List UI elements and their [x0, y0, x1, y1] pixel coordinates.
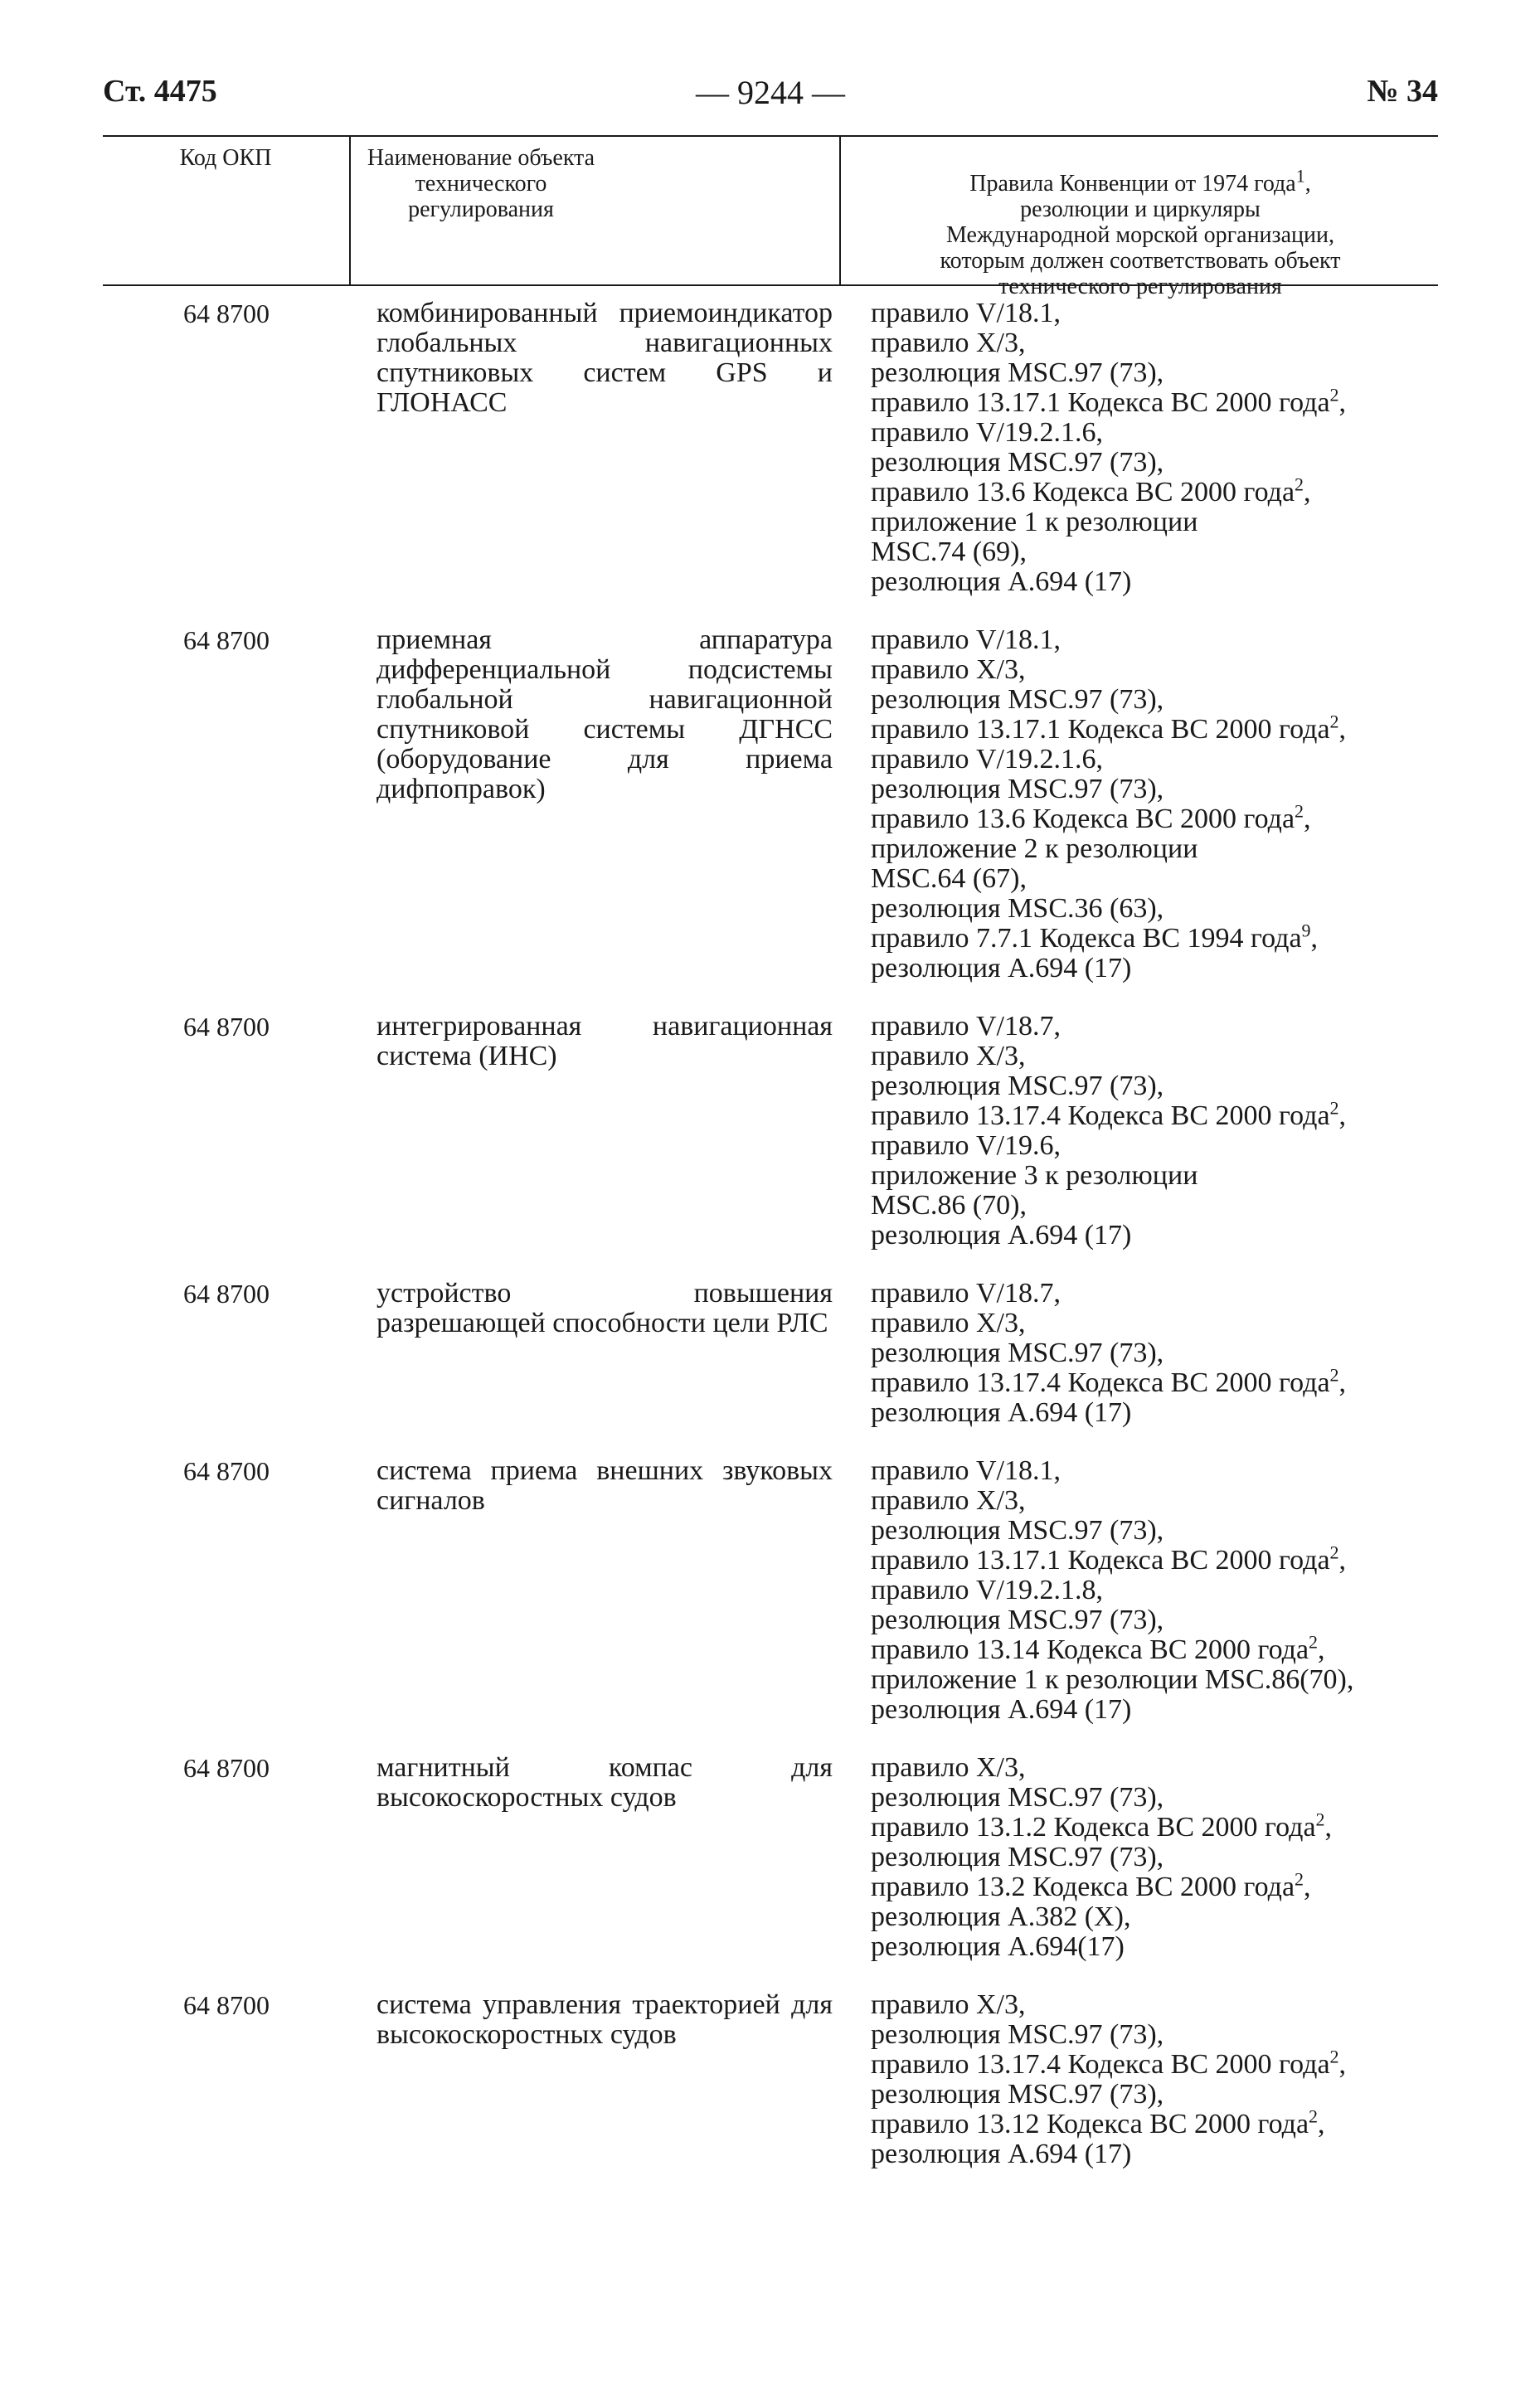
- rule-item: [871, 1932, 1438, 1962]
- footnote-mark: 2: [1309, 1631, 1319, 1653]
- rules-list: [871, 1753, 1438, 1962]
- column-header-code: Код ОКП: [179, 145, 272, 171]
- rule-text: правило V/19.2.1.8,: [871, 1575, 1104, 1605]
- object-name: магнитный компас для высокоскоростных судов: [376, 1752, 833, 1813]
- okp-code: 64 8700: [183, 625, 270, 655]
- rule-text: приложение 3 к резолюции: [871, 1160, 1198, 1191]
- rule-text: правило X/3,: [871, 654, 1026, 685]
- rule-text: резолюция A.694 (17): [871, 566, 1132, 597]
- rule-text: резолюция MSC.97 (73),: [871, 2079, 1164, 2110]
- rule-item: [871, 537, 1438, 567]
- rule-item: [871, 1071, 1438, 1101]
- rule-item: [871, 954, 1438, 983]
- rule-text: правило 13.2 Кодекса ВС 2000 года: [871, 1872, 1295, 1902]
- rule-text: приложение 1 к резолюции MSC.86(70),: [871, 1664, 1354, 1695]
- rule-tail: ,: [1304, 477, 1311, 507]
- table-row: [103, 1456, 1438, 1753]
- rule-item: [871, 1809, 1438, 1843]
- rule-item: [871, 745, 1438, 775]
- rules-list: [871, 1012, 1438, 1250]
- rule-item: [871, 299, 1438, 328]
- rule-text: правило V/19.6,: [871, 1130, 1061, 1161]
- rule-text: правило 13.17.1 Кодекса ВС 2000 года: [871, 714, 1330, 745]
- rule-tail: ,: [1338, 714, 1347, 745]
- footnote-mark: 2: [1329, 1097, 1339, 1119]
- column-header-name: Наименование объекта технического регулирования: [367, 145, 595, 222]
- object-name: устройство повышения разрешающей способности цели РЛС: [376, 1278, 833, 1338]
- rule-item: [871, 507, 1438, 537]
- rule-item: [871, 894, 1438, 924]
- rule-text: резолюция MSC.36 (63),: [871, 893, 1164, 924]
- rule-text: резолюция A.694 (17): [871, 1397, 1132, 1428]
- rule-text: резолюция A.694 (17): [871, 1220, 1132, 1250]
- rule-item: [871, 1191, 1438, 1221]
- table-row: [103, 625, 1438, 1012]
- rule-text: правило 13.17.1 Кодекса ВС 2000 года: [871, 1545, 1330, 1576]
- rule-item: [871, 1695, 1438, 1725]
- rule-item: [871, 384, 1438, 418]
- rule-text: правило X/3,: [871, 1989, 1026, 2020]
- object-name: система управления траекторией для высокоскоростных судов: [376, 1989, 833, 2050]
- rule-item: [871, 1398, 1438, 1428]
- column-header-rules-rest: резолюции и циркуляры Международной морской организации, которым должен соответствовать объект технического регулирования: [940, 197, 1341, 299]
- rule-text: резолюция A.694 (17): [871, 953, 1132, 983]
- rule-text: правило 13.1.2 Кодекса ВС 2000 года: [871, 1812, 1316, 1843]
- rule-item: [871, 2139, 1438, 2169]
- rule-item: [871, 685, 1438, 715]
- rule-text: MSC.74 (69),: [871, 537, 1027, 567]
- rule-item: [871, 1309, 1438, 1338]
- rule-item: [871, 1486, 1438, 1516]
- rule-item: [871, 1783, 1438, 1813]
- rules-list: [871, 1990, 1438, 2169]
- object-name: приемная аппаратура дифференциальной подсистемы глобальной навигационной спутниковой системы ДГНСС (оборудование для приема дифпоправок): [376, 624, 833, 804]
- rule-text: правило V/19.2.1.6,: [871, 417, 1104, 448]
- rule-text: правило X/3,: [871, 1308, 1026, 1338]
- table-row: [103, 1012, 1438, 1279]
- rule-text: правило X/3,: [871, 1041, 1026, 1071]
- rule-text: резолюция MSC.97 (73),: [871, 774, 1164, 804]
- footnote-mark: 2: [1309, 2105, 1319, 2127]
- rule-item: [871, 920, 1438, 954]
- rule-item: [871, 775, 1438, 804]
- rule-item: [871, 1338, 1438, 1368]
- rule-item: [871, 358, 1438, 388]
- rule-item: [871, 1843, 1438, 1872]
- rule-tail: ,: [1324, 1812, 1333, 1843]
- rule-tail: ,: [1338, 1367, 1347, 1398]
- rule-item: [871, 1990, 1438, 2020]
- rule-text: резолюция MSC.97 (73),: [871, 1071, 1164, 1101]
- rule-item: [871, 864, 1438, 894]
- footnote-mark: 9: [1301, 920, 1311, 941]
- rule-text: резолюция MSC.97 (73),: [871, 1515, 1164, 1546]
- rule-item: [871, 1605, 1438, 1635]
- table-header: [103, 135, 1438, 299]
- rule-text: приложение 2 к резолюции: [871, 833, 1198, 864]
- rule-text: резолюция A.694 (17): [871, 2139, 1132, 2169]
- rule-item: [871, 1902, 1438, 1932]
- rule-item: [871, 328, 1438, 358]
- okp-code: 64 8700: [183, 1279, 270, 1309]
- footnote-mark: 2: [1329, 711, 1339, 732]
- okp-code: 64 8700: [183, 299, 270, 328]
- rule-text: резолюция A.382 (X),: [871, 1901, 1131, 1932]
- footnote-mark: 1: [1295, 165, 1305, 187]
- rule-text: правило 13.17.4 Кодекса ВС 2000 года: [871, 1367, 1330, 1398]
- page-header: [103, 73, 1438, 123]
- rule-item: [871, 567, 1438, 597]
- rule-text: правило 7.7.1 Кодекса ВС 1994 года: [871, 923, 1302, 954]
- rule-text: правило V/18.7,: [871, 1011, 1061, 1042]
- rule-item: [871, 625, 1438, 655]
- footnote-mark: 2: [1329, 384, 1339, 405]
- table-row: [103, 1753, 1438, 1990]
- issue-number: № 34: [1367, 74, 1438, 109]
- okp-code: 64 8700: [183, 1456, 270, 1486]
- rule-tail: ,: [1338, 2049, 1347, 2080]
- rule-text: правило 13.17.4 Кодекса ВС 2000 года: [871, 1100, 1330, 1131]
- rule-text: MSC.86 (70),: [871, 1190, 1027, 1221]
- rule-tail: ,: [1338, 1100, 1347, 1131]
- rule-item: [871, 1131, 1438, 1161]
- object-name: система приема внешних звуковых сигналов: [376, 1455, 833, 1516]
- rule-text: правило V/18.1,: [871, 624, 1061, 655]
- rules-list: [871, 1456, 1438, 1725]
- footnote-mark: 2: [1315, 1809, 1325, 1830]
- footnote-mark: 2: [1329, 1364, 1339, 1386]
- rule-text: резолюция MSC.97 (73),: [871, 1842, 1164, 1872]
- rule-tail: ,: [1310, 923, 1319, 954]
- rule-text: правило V/18.1,: [871, 298, 1061, 328]
- rule-item: [871, 1364, 1438, 1398]
- rule-text: правило X/3,: [871, 328, 1026, 358]
- rules-list: [871, 299, 1438, 597]
- rule-text: правило 13.17.1 Кодекса ВС 2000 года: [871, 387, 1330, 418]
- rule-text: правило 13.6 Кодекса ВС 2000 года: [871, 477, 1295, 507]
- rule-item: [871, 800, 1438, 834]
- rule-item: [871, 655, 1438, 685]
- rule-item: [871, 2080, 1438, 2110]
- rule-item: [871, 1868, 1438, 1902]
- column-header-rules-tail: ,: [1304, 171, 1311, 197]
- rule-tail: ,: [1304, 1872, 1311, 1902]
- rule-item: [871, 1279, 1438, 1309]
- rule-text: резолюция MSC.97 (73),: [871, 1338, 1164, 1368]
- rule-item: [871, 448, 1438, 478]
- rule-text: резолюция MSC.97 (73),: [871, 1782, 1164, 1813]
- rule-tail: ,: [1338, 1545, 1347, 1576]
- rule-text: правило 13.6 Кодекса ВС 2000 года: [871, 804, 1295, 834]
- column-header-rules: [843, 145, 1438, 299]
- rule-tail: ,: [1318, 1634, 1325, 1665]
- rule-item: [871, 1012, 1438, 1042]
- rule-item: [871, 1221, 1438, 1250]
- rule-text: MSC.64 (67),: [871, 863, 1027, 894]
- rule-text: приложение 1 к резолюции: [871, 507, 1198, 537]
- footnote-mark: 2: [1329, 1542, 1339, 1563]
- column-header-rules-line1: Правила Конвенции от 1974 года: [969, 171, 1296, 197]
- rule-text: резолюция MSC.97 (73),: [871, 1605, 1164, 1635]
- footnote-mark: 2: [1295, 1868, 1304, 1890]
- rule-text: резолюция MSC.97 (73),: [871, 684, 1164, 715]
- okp-code: 64 8700: [183, 1990, 270, 2020]
- rule-item: [871, 2105, 1438, 2139]
- column-divider: [839, 137, 841, 284]
- rule-text: правило V/18.1,: [871, 1455, 1061, 1486]
- rule-text: правило 13.12 Кодекса ВС 2000 года: [871, 2109, 1309, 2139]
- rule-text: правило V/18.7,: [871, 1278, 1061, 1309]
- rule-item: [871, 1042, 1438, 1071]
- rule-item: [871, 1516, 1438, 1546]
- footnote-mark: 2: [1329, 2046, 1339, 2067]
- object-name: интегрированная навигационная система (ИНС): [376, 1011, 833, 1071]
- okp-code: 64 8700: [183, 1012, 270, 1042]
- rule-tail: ,: [1318, 2109, 1325, 2139]
- rule-item: [871, 1161, 1438, 1191]
- rule-text: резолюция MSC.97 (73),: [871, 447, 1164, 478]
- rule-tail: ,: [1338, 387, 1347, 418]
- rule-item: [871, 418, 1438, 448]
- rule-item: [871, 834, 1438, 864]
- rule-text: резолюция MSC.97 (73),: [871, 2019, 1164, 2050]
- rule-item: [871, 1542, 1438, 1576]
- rule-item: [871, 2020, 1438, 2050]
- rule-item: [871, 1665, 1438, 1695]
- rules-list: [871, 625, 1438, 983]
- rule-text: правило X/3,: [871, 1485, 1026, 1516]
- table-row: [103, 299, 1438, 625]
- okp-code: 64 8700: [183, 1753, 270, 1783]
- rule-text: правило 13.14 Кодекса ВС 2000 года: [871, 1634, 1309, 1665]
- rule-text: правило X/3,: [871, 1752, 1026, 1783]
- rule-item: [871, 473, 1438, 507]
- table-body: [103, 299, 1438, 2169]
- rule-text: резолюция MSC.97 (73),: [871, 357, 1164, 388]
- rule-text: резолюция A.694 (17): [871, 1694, 1132, 1725]
- rule-item: [871, 1631, 1438, 1665]
- rule-text: резолюция A.694(17): [871, 1931, 1125, 1962]
- rule-item: [871, 1576, 1438, 1605]
- rule-item: [871, 1456, 1438, 1486]
- rule-item: [871, 1753, 1438, 1783]
- rule-item: [871, 711, 1438, 745]
- rule-text: правило 13.17.4 Кодекса ВС 2000 года: [871, 2049, 1330, 2080]
- rule-item: [871, 1097, 1438, 1131]
- rule-item: [871, 2046, 1438, 2080]
- footnote-mark: 2: [1295, 800, 1304, 822]
- page-number: — 9244 —: [696, 74, 845, 111]
- rule-tail: ,: [1304, 804, 1311, 834]
- column-divider: [349, 137, 351, 284]
- table-row: [103, 1279, 1438, 1456]
- table-row: [103, 1990, 1438, 2169]
- object-name: комбинированный приемоиндикатор глобальных навигационных спутниковых систем GPS и ГЛОНАСС: [376, 298, 833, 418]
- rule-text: правило V/19.2.1.6,: [871, 744, 1104, 775]
- footnote-mark: 2: [1295, 473, 1304, 495]
- rules-list: [871, 1279, 1438, 1428]
- article-number: Ст. 4475: [103, 74, 217, 109]
